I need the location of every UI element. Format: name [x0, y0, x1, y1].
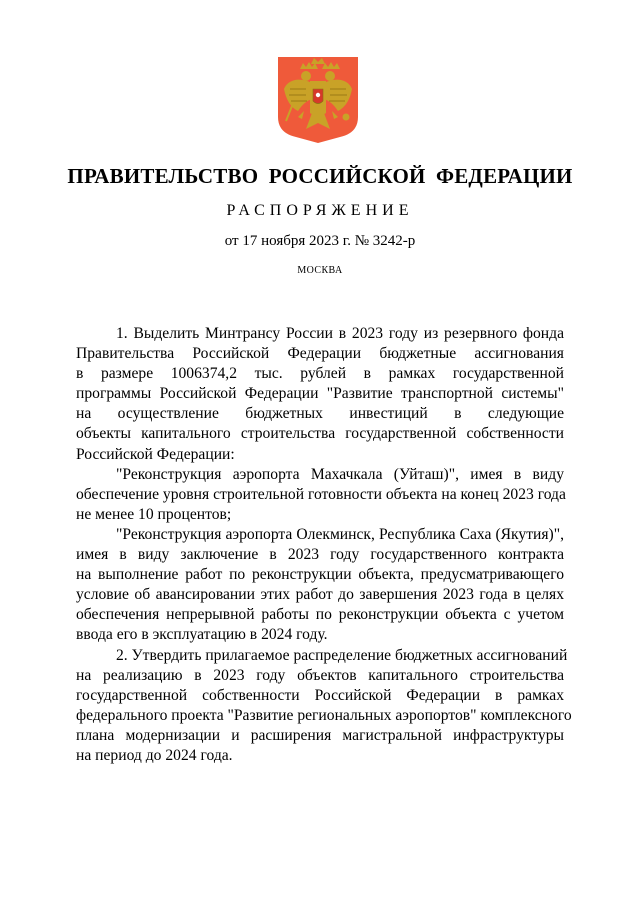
text-line: Правительства Российской Федерации бюджетные ассигнования [76, 345, 564, 363]
text-line: на период до 2024 года. [76, 746, 233, 764]
document-body [76, 324, 572, 766]
text-line: плана модернизации и расширения магистральной инфраструктуры [76, 726, 564, 744]
coat-of-arms-icon [276, 55, 360, 144]
text-line: "Реконструкция аэропорта Махачкала (Уйташ)", имея в виду [116, 465, 564, 483]
text-line: объекты капитального строительства государственной собственности [76, 425, 564, 443]
paragraph-1 [76, 324, 564, 465]
text-line: имея в виду заключение в 2023 году государственного контракта [76, 546, 564, 564]
paragraph-2 [76, 465, 564, 525]
text-line: федерального проекта "Развитие региональных аэропортов" комплексного [76, 706, 572, 724]
text-line: в размере 1006374,2 тыс. рублей в рамках государственной [76, 365, 564, 383]
text-line: Российской Федерации: [76, 445, 235, 463]
text-line: программы Российской Федерации "Развитие транспортной системы" [76, 385, 564, 403]
text-line: 1. Выделить Минтрансу России в 2023 году из резервного фонда [116, 325, 564, 342]
text-line: обеспечение уровня строительной готовности объекта на конец 2023 года [76, 485, 566, 503]
text-line: обеспечения непрерывной работы по реконструкции объекта с учетом [76, 606, 564, 624]
text-line: государственной собственности Российской Федерации в рамках [76, 686, 564, 704]
text-line: условие об авансировании этих работ до завершения 2023 года в целях [76, 586, 564, 604]
text-line: на осуществление бюджетных инвестиций в следующие [76, 405, 564, 423]
paragraph-3 [76, 525, 564, 646]
issue-city: МОСКВА [297, 265, 343, 276]
paragraph-4 [76, 646, 572, 767]
text-line: не менее 10 процентов; [76, 505, 232, 523]
text-line: "Реконструкция аэропорта Олекминск, Республика Саха (Якутия)", [116, 525, 564, 543]
text-line: на выполнение работ по реконструкции объекта, предусматривающего [76, 566, 564, 584]
text-line: ввода его в эксплуатацию в 2024 году. [76, 626, 328, 644]
text-line: на реализацию в 2023 году объектов капитального строительства [76, 666, 564, 684]
text-line: 2. Утвердить прилагаемое распределение бюджетных ассигнований [116, 646, 568, 664]
issuing-authority-title: ПРАВИТЕЛЬСТВО РОССИЙСКОЙ ФЕДЕРАЦИИ [67, 164, 573, 188]
document-type: РАСПОРЯЖЕНИЕ [226, 202, 414, 219]
document-date-number: от 17 ноября 2023 г. № 3242-р [224, 233, 416, 249]
